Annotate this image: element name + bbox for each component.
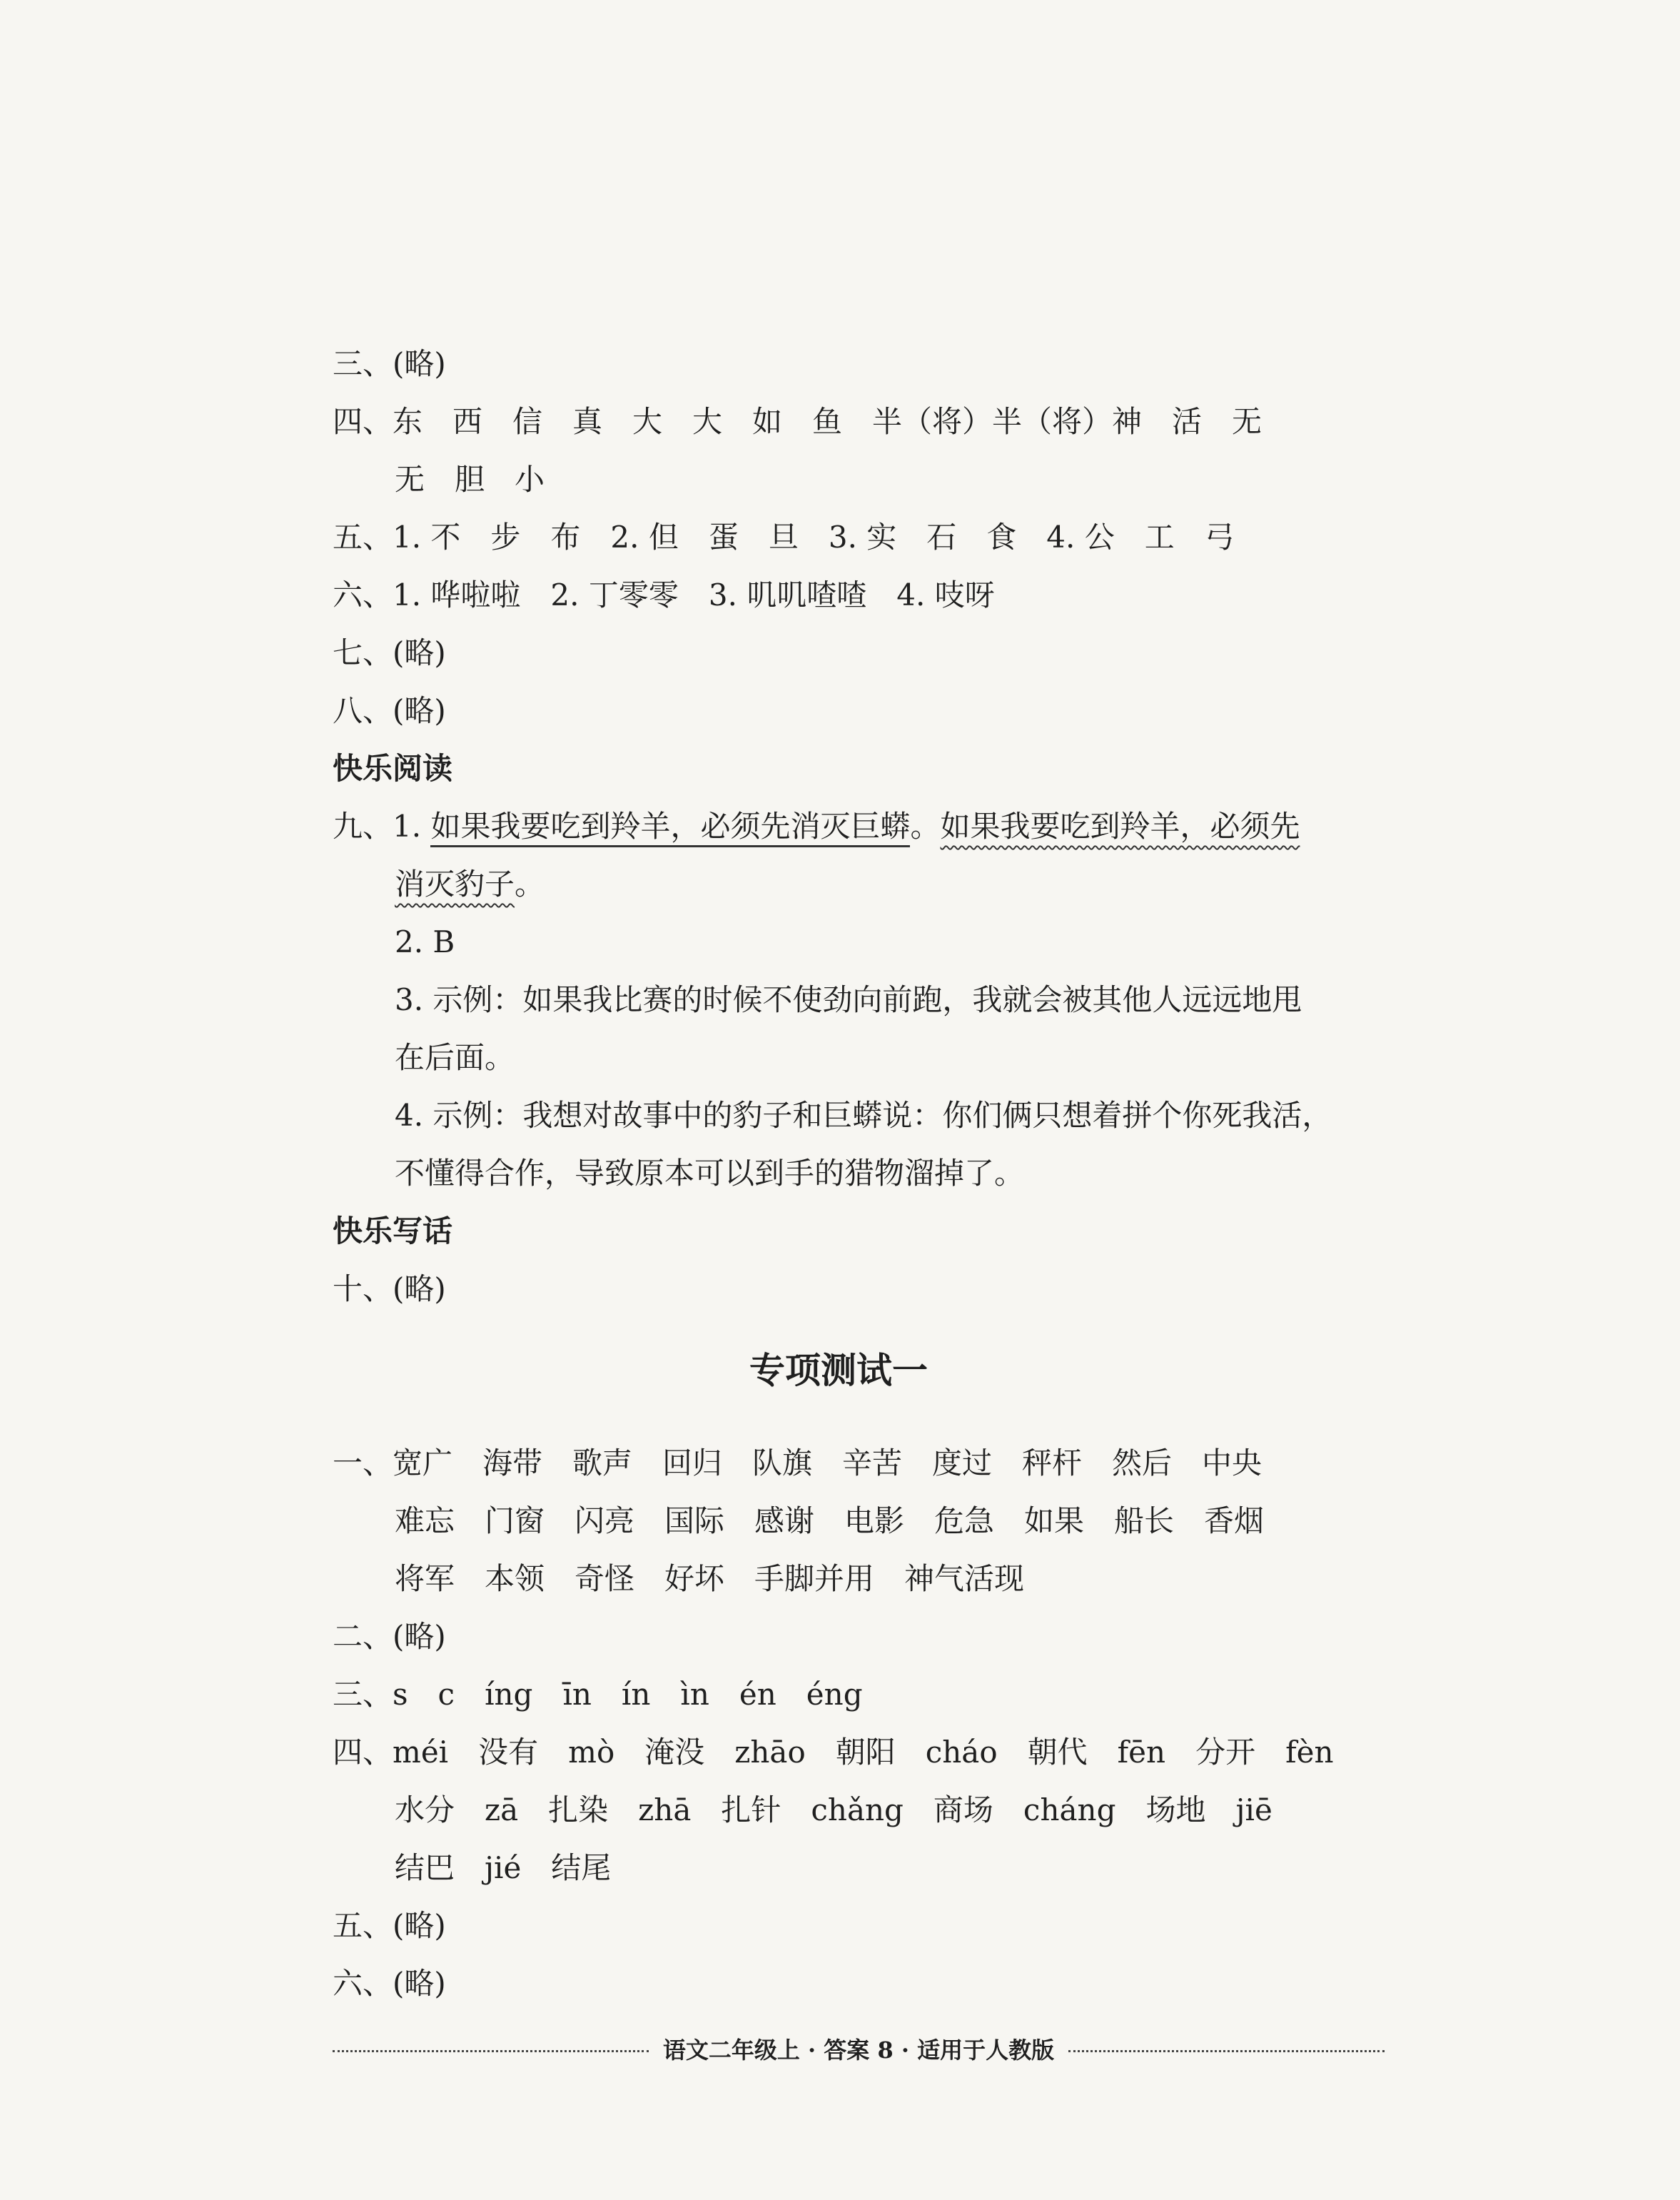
q9-sentence2-wavy-part1: 如果我要吃到羚羊，必须先 — [940, 809, 1300, 844]
line-q4a: 四、东 西 信 真 大 大 如 鱼 半（将）半（将）神 活 无 — [333, 404, 1262, 439]
test-q3: 三、s c íng īn ín ìn én éng — [333, 1677, 863, 1712]
q9-period2: 。 — [515, 867, 545, 902]
q9-sentence2-wavy-part2: 消灭豹子 — [395, 867, 515, 902]
line-q3: 三、(略) — [333, 346, 446, 381]
test-q6: 六、(略) — [333, 1966, 446, 2001]
line-q9-3b: 在后面。 — [395, 1040, 515, 1075]
test-q1-row1 — [333, 1442, 1262, 1485]
section-writing-heading: 快乐写话 — [333, 1213, 453, 1248]
q9-sentence1-underlined: 如果我要吃到羚羊，必须先消灭巨蟒 — [430, 809, 910, 847]
page-footer — [333, 2027, 1385, 2070]
test-q1-words-row1: 宽广 海带 歌声 回归 队旗 辛苦 度过 秤杆 然后 中央 — [393, 1445, 1262, 1480]
line-q7: 七、(略) — [333, 635, 446, 670]
line-q6: 六、1. 哗啦啦 2. 丁零零 3. 叽叽喳喳 4. 吱呀 — [333, 577, 995, 612]
test-q4a: 四、méi 没有 mò 淹没 zhāo 朝阳 cháo 朝代 fēn 分开 fèn — [333, 1735, 1334, 1770]
test-q4c: 结巴 jié 结尾 — [395, 1850, 612, 1885]
line-q9-4b: 不懂得合作，导致原本可以到手的猎物溜掉了。 — [395, 1156, 1025, 1191]
line-q9-2: 2. B — [395, 924, 455, 959]
footer-dotted-rule-right — [1068, 2050, 1385, 2052]
section-reading-heading: 快乐阅读 — [333, 751, 453, 786]
line-q5: 五、1. 不 步 布 2. 但 蛋 旦 3. 实 石 食 4. 公 工 弓 — [333, 520, 1235, 555]
test-q1-row3: 将军 本领 奇怪 好坏 手脚并用 神气活现 — [395, 1561, 1025, 1596]
line-q9-1b — [395, 863, 545, 906]
line-q9-4a: 4. 示例：我想对故事中的豹子和巨蟒说：你们俩只想着拼个你死我活， — [395, 1098, 1332, 1133]
footer-dotted-rule-left — [333, 2050, 649, 2052]
test-q4b: 水分 zā 扎染 zhā 扎针 chǎng 商场 cháng 场地 jiē — [395, 1792, 1272, 1827]
test-q5: 五、(略) — [333, 1908, 446, 1943]
line-q9-1 — [333, 805, 1300, 848]
test-q1-prefix: 一、 — [333, 1445, 393, 1480]
line-q9-3a: 3. 示例：如果我比赛的时候不使劲向前跑，我就会被其他人远远地甩 — [395, 982, 1302, 1017]
q9-prefix: 九、1. — [333, 809, 431, 844]
footer-text: 语文二年级上 · 答案 8 · 适用于人教版 — [662, 2037, 1055, 2064]
test-title: 专项测试一 — [749, 1350, 928, 1391]
line-q8: 八、(略) — [333, 693, 446, 728]
line-q4b: 无 胆 小 — [395, 462, 545, 497]
test-q1-row2: 难忘 门窗 闪亮 国际 感谢 电影 危急 如果 船长 香烟 — [395, 1503, 1265, 1538]
line-q10: 十、(略) — [333, 1271, 446, 1306]
test-q2: 二、(略) — [333, 1619, 446, 1654]
q9-period1: 。 — [910, 809, 941, 844]
